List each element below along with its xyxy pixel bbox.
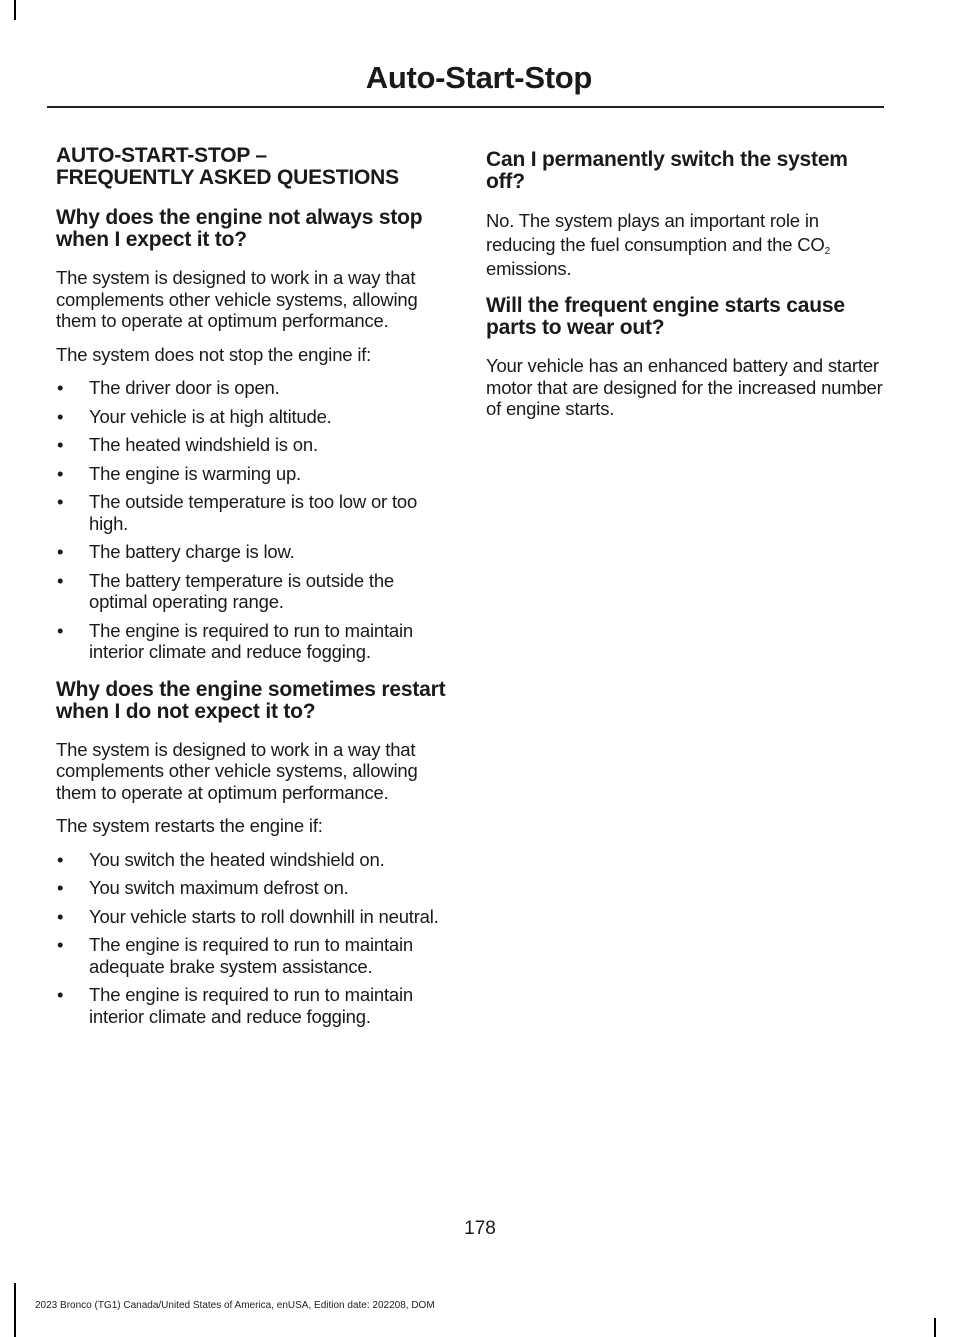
header-rule bbox=[47, 106, 884, 108]
answer-paragraph: Your vehicle has an enhanced battery and starter motor that are designed for the increased number of engine starts. bbox=[486, 355, 883, 419]
bullet-icon: • bbox=[57, 848, 64, 870]
crop-mark-top-left bbox=[14, 0, 16, 20]
question-heading-3: Can I permanently switch the system off? bbox=[486, 148, 848, 193]
list-item: • The engine is required to run to maintain interior climate and reduce fogging. bbox=[57, 984, 413, 1027]
left-column bbox=[56, 145, 448, 1043]
list-item: • The outside temperature is too low or too high. bbox=[57, 491, 418, 534]
list-item: • Your vehicle is at high altitude. bbox=[57, 405, 332, 427]
right-column bbox=[486, 145, 884, 432]
bullet-icon: • bbox=[57, 491, 64, 512]
list-item: • Your vehicle starts to roll downhill in neutral. bbox=[57, 905, 439, 927]
section-title bbox=[56, 145, 448, 189]
bullet-icon: • bbox=[57, 462, 64, 484]
bullet-icon: • bbox=[57, 619, 64, 641]
bullet-icon: • bbox=[57, 984, 64, 1005]
bullet-icon: • bbox=[57, 905, 64, 927]
page-number: 178 bbox=[464, 1218, 496, 1239]
list-item: • The heated windshield is on. bbox=[57, 434, 318, 455]
answer-paragraph: The system is designed to work in a way that complements other vehicle systems, allowing them to operate at optimum performance. bbox=[56, 738, 418, 803]
list-item: • The driver door is open. bbox=[57, 377, 280, 398]
list-item: • The engine is warming up. bbox=[57, 462, 301, 484]
bullet-icon: • bbox=[57, 377, 64, 398]
edition-footer: 2023 Bronco (TG1) Canada/United States of America, enUSA, Edition date: 202208, DOM bbox=[35, 1300, 435, 1311]
bullet-icon: • bbox=[57, 541, 64, 562]
list-item: • You switch maximum defrost on. bbox=[57, 877, 349, 898]
question-heading-2: Why does the engine sometimes restart when I do not expect it to? bbox=[56, 677, 446, 723]
answer-paragraph: The system is designed to work in a way that complements other vehicle systems, allowing them to operate at optimum performance. bbox=[56, 267, 418, 331]
list-item: • The battery temperature is outside the optimal operating range. bbox=[57, 569, 395, 612]
question-heading-4: Will the frequent engine starts cause parts to wear out? bbox=[486, 294, 845, 339]
section-title-line-1: AUTO-START-STOP – bbox=[56, 144, 267, 167]
bullet-icon: • bbox=[57, 405, 64, 427]
list-item: • The engine is required to run to maintain interior climate and reduce fogging. bbox=[57, 619, 413, 662]
answer-intro: The system does not stop the engine if: bbox=[56, 343, 372, 365]
bullet-icon: • bbox=[57, 877, 64, 898]
list-item: • You switch the heated windshield on. bbox=[57, 848, 385, 870]
page-title: Auto-Start-Stop bbox=[365, 60, 592, 95]
subscript: 2 bbox=[824, 246, 830, 257]
list-item: • The engine is required to run to maintain adequate brake system assistance. bbox=[57, 934, 413, 977]
question-heading-1: Why does the engine not always stop when I expect it to? bbox=[56, 206, 423, 251]
bullet-icon: • bbox=[57, 434, 64, 455]
condition-list-1 bbox=[56, 377, 448, 663]
crop-mark-bottom-right bbox=[934, 1318, 936, 1337]
bullet-icon: • bbox=[57, 569, 64, 591]
bullet-icon: • bbox=[57, 934, 64, 955]
condition-list-2 bbox=[56, 849, 448, 1028]
section-title-line-2: FREQUENTLY ASKED QUESTIONS bbox=[56, 166, 399, 189]
answer-intro: The system restarts the engine if: bbox=[56, 815, 323, 836]
crop-mark-bottom-left bbox=[14, 1283, 16, 1337]
answer-paragraph: No. The system plays an important role in reducing the fuel consumption and the $CO_2$ emissions. bbox=[486, 210, 830, 279]
list-item: • The battery charge is low. bbox=[57, 541, 295, 562]
